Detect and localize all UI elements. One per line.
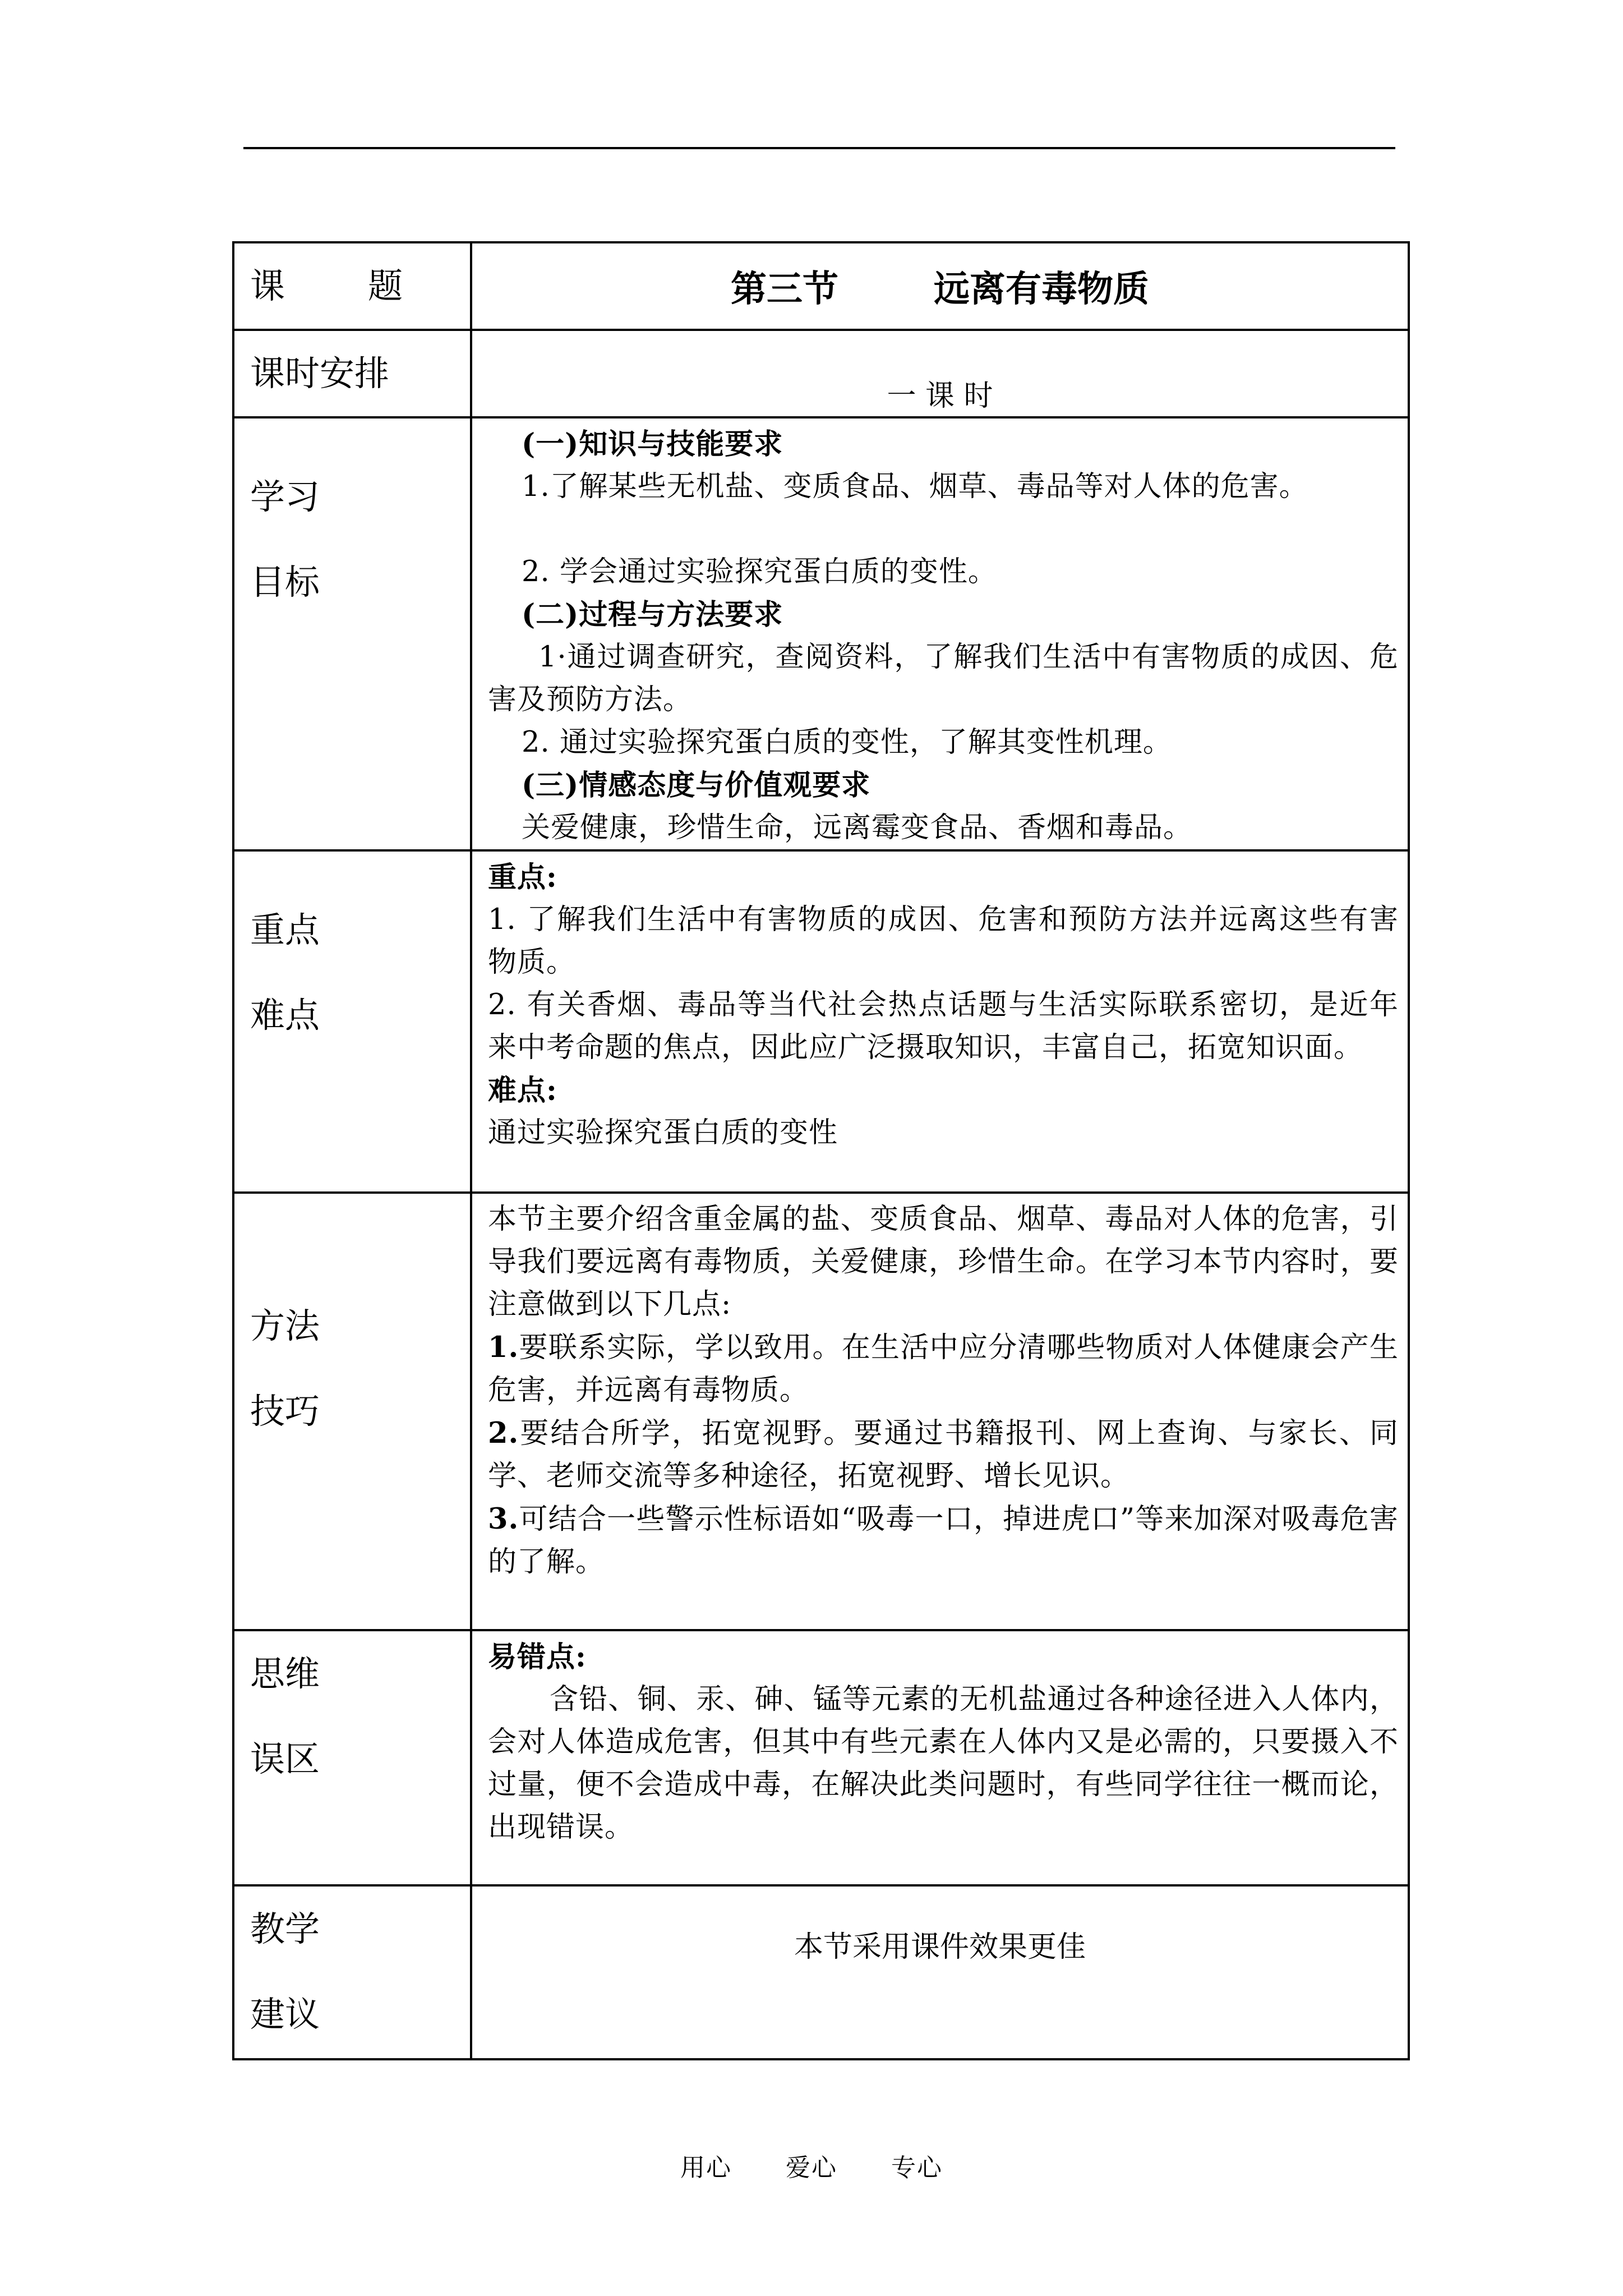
row-topic [233, 242, 1409, 330]
pitfalls-text: 含铅、铜、汞、砷、锰等元素的无机盐通过各种途径进入人体内，会对人体造成危害，但其中有些元素在人体内又是必需的，只要摄入不过量，便不会造成中毒，在解决此类问题时，有些同学往往一概而论，出现错误。 [488, 1683, 1399, 1844]
hard-title: 难点: [488, 1074, 557, 1107]
row-goals [233, 417, 1409, 850]
methods-item-2-num: 2. [488, 1416, 519, 1450]
goals-heading-2: (二)过程与方法要求 [522, 598, 783, 632]
keypoints-label-cell [233, 850, 471, 1193]
goals-heading-3: (三)情感态度与价值观要求 [522, 769, 871, 802]
methods-item-2 [488, 1412, 1399, 1498]
keypoints-label-line2: 难点 [250, 995, 320, 1036]
goals-label-cell [233, 417, 471, 850]
methods-label-cell [233, 1193, 471, 1630]
lesson-plan-table [232, 241, 1410, 2060]
topic-title-part2: 远离有毒物质 [934, 269, 1149, 310]
goals-label-line2: 目标 [250, 562, 320, 602]
schedule-value: 一 课 时 [887, 379, 993, 413]
topic-title-cell [471, 242, 1409, 330]
footer-word-2: 爱心 [786, 2154, 837, 2182]
footer-word-3: 专心 [891, 2154, 943, 2182]
goals-item-3-1: 关爱健康，珍惜生命，远离霉变食品、香烟和毒品。 [522, 811, 1193, 844]
suggestion-label-line1: 教学 [250, 1908, 320, 1949]
row-schedule [233, 330, 1409, 417]
goals-label-line1: 学习 [250, 476, 320, 517]
methods-item-1 [488, 1326, 1399, 1412]
keypoints-label-line1: 重点 [250, 909, 320, 950]
topic-label-a: 课 [250, 265, 285, 306]
topic-label-b: 题 [367, 265, 403, 306]
row-suggestion [233, 1885, 1409, 2059]
topic-title-part1: 第三节 [731, 269, 838, 310]
hard-item-1: 通过实验探究蛋白质的变性 [488, 1116, 838, 1149]
goals-heading-1: (一)知识与技能要求 [522, 427, 783, 461]
suggestion-label-cell [233, 1885, 471, 2059]
goals-item-2-2: 2. 通过实验探究蛋白质的变性，了解其变性机理。 [522, 726, 1172, 759]
methods-item-2-text: 要结合所学，拓宽视野。要通过书籍报刊、网上查询、与家长、同学、老师交流等多种途径，拓宽视野、增长见识。 [488, 1417, 1399, 1493]
pitfalls-label-cell [233, 1630, 471, 1885]
methods-item-1-num: 1. [488, 1331, 519, 1364]
pitfalls-content-cell [471, 1630, 1409, 1885]
keypoints-content-cell [471, 850, 1409, 1193]
methods-item-3-num: 3. [488, 1502, 519, 1536]
row-methods [233, 1193, 1409, 1630]
key-title: 重点: [488, 861, 557, 894]
footer-word-1: 用心 [680, 2154, 732, 2182]
suggestion-content-cell [471, 1885, 1409, 2059]
schedule-label: 课时安排 [250, 353, 390, 394]
schedule-value-cell [471, 330, 1409, 417]
methods-item-1-text: 要联系实际，学以致用。在生活中应分清哪些物质对人体健康会产生危害，并远离有毒物质。 [488, 1331, 1399, 1407]
header-rule [243, 147, 1395, 149]
methods-label-line2: 技巧 [250, 1391, 320, 1432]
page-footer [0, 2147, 1623, 2183]
methods-label-line1: 方法 [250, 1305, 320, 1346]
methods-intro: 本节主要介绍含重金属的盐、变质食品、烟草、毒品对人体的危害，引导我们要远离有毒物质，关爱健康，珍惜生命。在学习本节内容时，要注意做到以下几点: [488, 1203, 1399, 1321]
suggestion-label-line2: 建议 [250, 1994, 320, 2035]
key-item-2: 2. 有关香烟、毒品等当代社会热点话题与生活实际联系密切，是近年来中考命题的焦点，因此应广泛摄取知识，丰富自己，拓宽知识面。 [488, 988, 1399, 1064]
pitfalls-label-line2: 误区 [250, 1738, 320, 1779]
pitfalls-title: 易错点: [488, 1640, 587, 1674]
methods-content-cell [471, 1193, 1409, 1630]
methods-item-3-text: 可结合一些警示性标语如“吸毒一口，掉进虎口”等来加深对吸毒危害的了解。 [488, 1503, 1399, 1579]
row-pitfalls [233, 1630, 1409, 1885]
key-item-1: 1. 了解我们生活中有害物质的成因、危害和预防方法并远离这些有害物质。 [488, 903, 1399, 979]
suggestion-text: 本节采用课件效果更佳 [794, 1930, 1086, 1964]
topic-label-cell [233, 242, 471, 330]
methods-item-3 [488, 1498, 1399, 1584]
goals-content-cell [471, 417, 1409, 850]
goals-item-1-1: 1.了解某些无机盐、变质食品、烟草、毒品等对人体的危害。 [522, 470, 1308, 503]
pitfalls-label-line1: 思维 [250, 1653, 320, 1694]
schedule-label-cell [233, 330, 471, 417]
goals-item-1-2: 2. 学会通过实验探究蛋白质的变性。 [522, 555, 997, 588]
goals-item-2-1: 1·通过调查研究，查阅资料，了解我们生活中有害物质的成因、危害及预防方法。 [488, 641, 1399, 716]
row-keypoints [233, 850, 1409, 1193]
